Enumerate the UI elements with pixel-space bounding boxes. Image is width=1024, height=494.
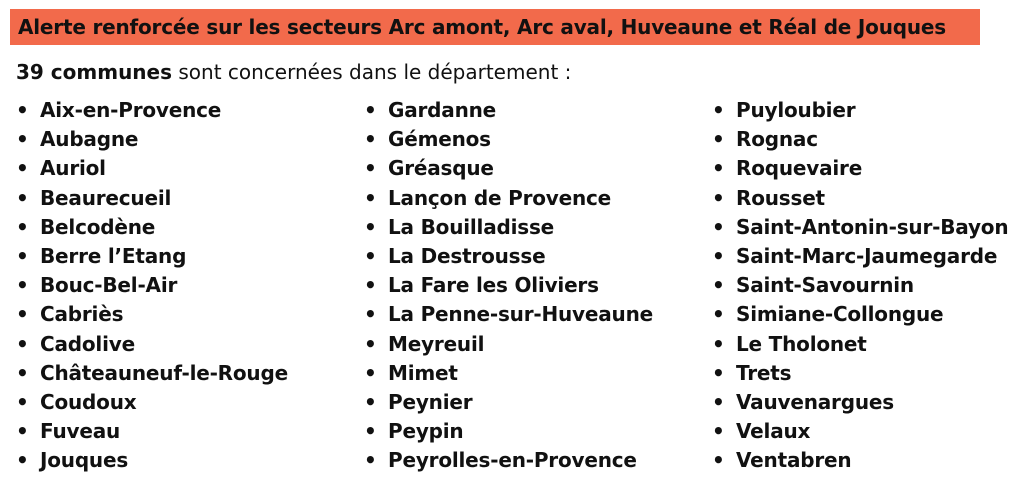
list-item: [16, 388, 288, 417]
bullet-icon: •: [16, 156, 29, 181]
list-item: [364, 330, 653, 359]
commune-name: Gréasque: [388, 156, 494, 181]
commune-name: Velaux: [736, 419, 811, 444]
bullet-icon: •: [712, 419, 725, 444]
communes-column-1: [16, 96, 288, 475]
commune-name: Beaurecueil: [40, 185, 172, 210]
commune-name: Gardanne: [388, 98, 497, 122]
list-item: [364, 446, 653, 475]
list-item: [712, 184, 1008, 213]
list-item: [364, 184, 653, 213]
bullet-icon: •: [364, 156, 377, 181]
bullet-icon: •: [712, 98, 725, 122]
list-item: [364, 388, 653, 417]
list-item: [16, 154, 288, 183]
bullet-icon: •: [16, 331, 29, 356]
list-item: [16, 330, 288, 359]
bullet-icon: •: [712, 243, 725, 268]
list-item: [712, 242, 1008, 271]
bullet-icon: •: [364, 360, 377, 385]
commune-name: Puyloubier: [736, 98, 856, 122]
bullet-icon: •: [712, 214, 725, 239]
list-item: [16, 271, 288, 300]
list-item: [364, 125, 653, 154]
commune-name: Berre l’Etang: [40, 243, 187, 268]
bullet-icon: •: [16, 448, 29, 473]
bullet-icon: •: [712, 156, 725, 181]
list-item: [712, 330, 1008, 359]
intro-line: [16, 60, 571, 84]
commune-name: Rousset: [736, 185, 825, 210]
list-item: [364, 213, 653, 242]
commune-name: Saint-Marc-Jaumegarde: [736, 243, 998, 268]
list-item: [364, 96, 653, 125]
bullet-icon: •: [364, 273, 377, 298]
bullet-icon: •: [364, 185, 377, 210]
bullet-icon: •: [712, 185, 725, 210]
bullet-icon: •: [16, 127, 29, 152]
commune-name: Jouques: [40, 448, 129, 473]
bullet-icon: •: [712, 127, 725, 152]
list-item: [364, 300, 653, 329]
list-item: [16, 417, 288, 446]
commune-name: Mimet: [388, 360, 458, 385]
bullet-icon: •: [712, 273, 725, 298]
commune-name: Belcodène: [40, 214, 156, 239]
bullet-icon: •: [364, 331, 377, 356]
alert-banner: [10, 9, 980, 45]
list-item: [712, 388, 1008, 417]
bullet-icon: •: [364, 214, 377, 239]
list-item: [16, 300, 288, 329]
list-item: [364, 242, 653, 271]
commune-name: Auriol: [40, 156, 106, 181]
bullet-icon: •: [364, 98, 377, 122]
bullet-icon: •: [16, 302, 29, 327]
commune-name: Fuveau: [40, 419, 121, 444]
bullet-icon: •: [712, 389, 725, 414]
bullet-icon: •: [16, 243, 29, 268]
list-item: [16, 446, 288, 475]
communes-count: 39 communes: [16, 60, 173, 84]
list-item: [364, 154, 653, 183]
list-item: [712, 300, 1008, 329]
commune-name: Ventabren: [736, 448, 852, 473]
commune-name: Saint-Savournin: [736, 273, 914, 298]
commune-name: Simiane-Collongue: [736, 302, 944, 327]
bullet-icon: •: [16, 389, 29, 414]
list-item: [712, 154, 1008, 183]
commune-name: Saint-Antonin-sur-Bayon: [736, 214, 1009, 239]
bullet-icon: •: [16, 185, 29, 210]
bullet-icon: •: [16, 214, 29, 239]
commune-name: Le Tholonet: [736, 331, 867, 356]
commune-name: Aix-en-Provence: [40, 98, 222, 122]
commune-name: Vauvenargues: [736, 389, 894, 414]
bullet-icon: •: [712, 302, 725, 327]
list-item: [16, 359, 288, 388]
commune-name: Bouc-Bel-Air: [40, 273, 178, 298]
list-item: [712, 359, 1008, 388]
commune-name: Peyrolles-en-Provence: [388, 448, 637, 473]
bullet-icon: •: [364, 302, 377, 327]
commune-name: Gémenos: [388, 127, 491, 152]
list-item: [364, 359, 653, 388]
list-item: [712, 446, 1008, 475]
communes-column-3: [712, 96, 1008, 475]
commune-name: Rognac: [736, 127, 818, 152]
bullet-icon: •: [364, 127, 377, 152]
list-item: [364, 417, 653, 446]
list-item: [712, 125, 1008, 154]
list-item: [712, 271, 1008, 300]
commune-name: La Destrousse: [388, 243, 546, 268]
bullet-icon: •: [16, 360, 29, 385]
list-item: [712, 213, 1008, 242]
list-item: [16, 125, 288, 154]
commune-name: Trets: [736, 360, 792, 385]
commune-name: Cadolive: [40, 331, 135, 356]
commune-name: Châteauneuf-le-Rouge: [40, 360, 288, 385]
commune-name: La Penne-sur-Huveaune: [388, 302, 653, 327]
list-item: [16, 184, 288, 213]
list-item: [712, 417, 1008, 446]
commune-name: Meyreuil: [388, 331, 485, 356]
bullet-icon: •: [712, 360, 725, 385]
list-item: [712, 96, 1008, 125]
commune-name: La Bouilladisse: [388, 214, 555, 239]
alert-title: Alerte renforcée sur les secteurs Arc amont, Arc aval, Huveaune et Réal de Jouques: [18, 15, 946, 39]
bullet-icon: •: [712, 331, 725, 356]
bullet-icon: •: [16, 419, 29, 444]
bullet-icon: •: [364, 419, 377, 444]
commune-name: Peypin: [388, 419, 464, 444]
commune-name: Aubagne: [40, 127, 139, 152]
commune-name: Coudoux: [40, 389, 137, 414]
commune-name: Peynier: [388, 389, 473, 414]
bullet-icon: •: [16, 273, 29, 298]
commune-name: Roquevaire: [736, 156, 863, 181]
list-item: [16, 242, 288, 271]
bullet-icon: •: [364, 448, 377, 473]
communes-column-2: [364, 96, 653, 475]
list-item: [16, 213, 288, 242]
bullet-icon: •: [16, 98, 29, 122]
bullet-icon: •: [712, 448, 725, 473]
bullet-icon: •: [364, 389, 377, 414]
list-item: [16, 96, 288, 125]
commune-name: La Fare les Oliviers: [388, 273, 599, 298]
intro-text: sont concernées dans le département :: [172, 60, 572, 84]
list-item: [364, 271, 653, 300]
commune-name: Lançon de Provence: [388, 185, 612, 210]
commune-name: Cabriès: [40, 302, 124, 327]
bullet-icon: •: [364, 243, 377, 268]
